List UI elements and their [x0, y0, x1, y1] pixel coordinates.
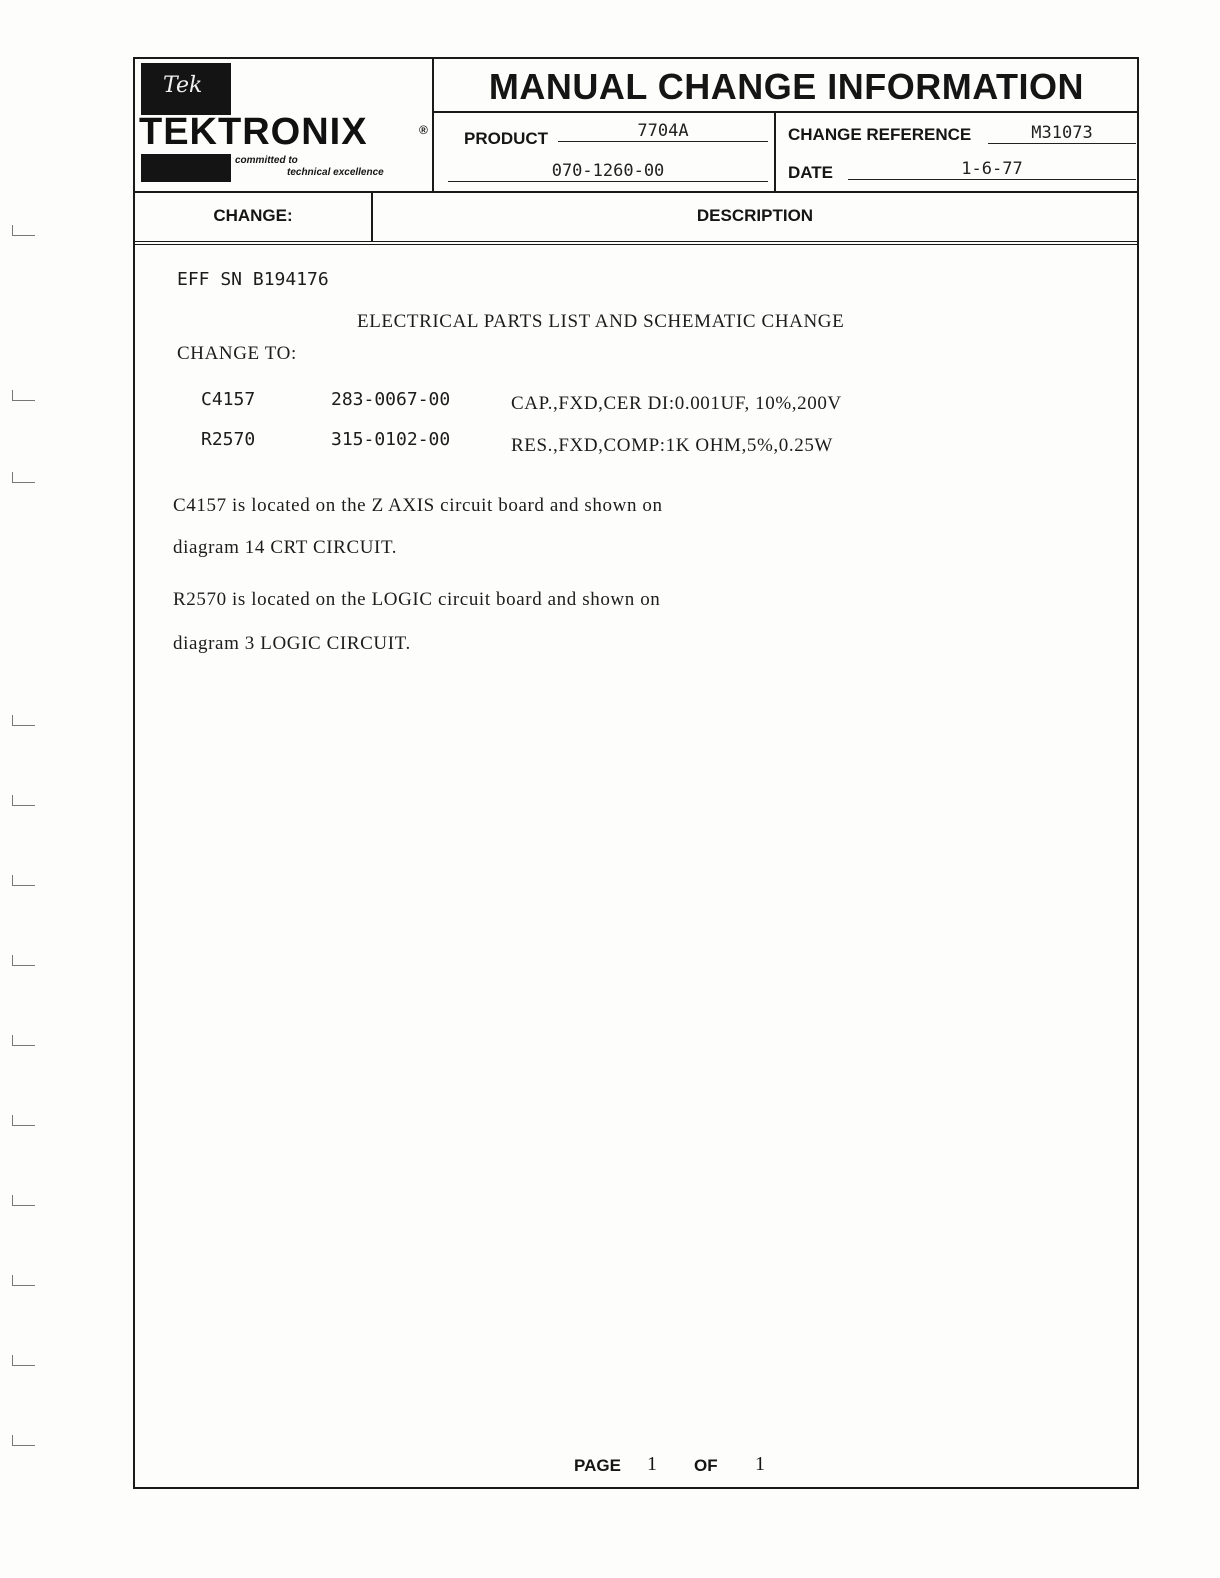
of-label: OF	[694, 1456, 718, 1475]
description-column-header: DESCRIPTION	[696, 206, 814, 225]
brand-name: TEKTRONIX	[139, 111, 368, 153]
change-reference-value: M31073	[988, 123, 1136, 144]
page-title: MANUAL CHANGE INFORMATION	[434, 59, 1139, 113]
part-description: RES.,FXD,COMP:1K OHM,5%,0.25W	[511, 435, 833, 456]
product-info	[434, 113, 776, 191]
registered-mark: ®	[419, 123, 428, 137]
page-footer	[135, 1451, 1137, 1481]
page-label: PAGE	[574, 1456, 621, 1475]
note-2-line-1: R2570 is located on the LOGIC circuit board and shown on	[173, 589, 661, 610]
product-value: 7704A	[558, 121, 768, 142]
part-ref: R2570	[201, 429, 256, 450]
part-number-value: 283-0067-00	[331, 389, 451, 410]
reference-info	[776, 113, 1139, 191]
note-1-line-1: C4157 is located on the Z AXIS circuit board and shown on	[173, 495, 663, 516]
note-1-line-2: diagram 14 CRT CIRCUIT.	[173, 537, 398, 558]
tagline	[235, 155, 384, 179]
change-to-label: CHANGE TO:	[177, 343, 297, 364]
change-column-header: CHANGE:	[135, 193, 373, 241]
product-label: PRODUCT	[464, 129, 549, 148]
part-description: CAP.,FXD,CER DI:0.001UF, 10%,200V	[511, 393, 842, 414]
column-header-row	[135, 191, 1137, 245]
change-reference-label: CHANGE REFERENCE	[788, 125, 972, 144]
date-label: DATE	[788, 163, 834, 182]
part-number: 070-1260-00	[448, 161, 768, 182]
tagline-bar	[141, 154, 231, 182]
eff-sn: EFF SN B194176	[177, 269, 329, 290]
note-2-line-2: diagram 3 LOGIC CIRCUIT.	[173, 633, 411, 654]
tektronix-emblem-logo: Tek	[141, 63, 231, 115]
tagline-line-2: technical excellence	[287, 167, 384, 178]
form-frame	[133, 57, 1139, 1489]
change-heading: ELECTRICAL PARTS LIST AND SCHEMATIC CHANGE	[357, 311, 845, 332]
page-number: 1	[647, 1453, 657, 1475]
page-total: 1	[755, 1453, 765, 1475]
logo-block	[135, 59, 434, 191]
part-number-value: 315-0102-00	[331, 429, 451, 450]
part-ref: C4157	[201, 389, 256, 410]
tagline-line-1: committed to	[235, 155, 298, 166]
date-value: 1-6-77	[848, 159, 1136, 180]
